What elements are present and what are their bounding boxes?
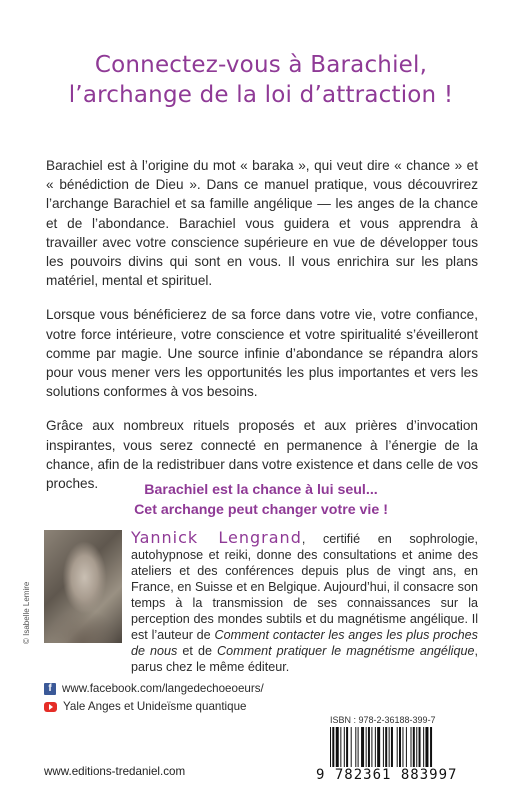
- paragraph-1: Barachiel est à l’origine du mot « baraka », qui veut dire « chance » et « bénédiction de Dieu ». Dans ce manuel pratique, vous découvrirez l’archange Barachiel et sa famille angélique — les anges de la chance et de l’abondance. Barachiel vous guidera et vous apprendra à travailler avec votre conscience supérieure en vue de développer tous les pouvoirs divins qui sont en vous. Il vous enrichira sur les plans matériel, mental et spirituel.: [46, 158, 478, 289]
- barcode: [330, 727, 480, 767]
- barcode-bar: [397, 727, 398, 767]
- youtube-icon: [44, 702, 57, 712]
- tagline-line-1: Barachiel est la chance à lui seul...: [144, 482, 378, 498]
- social-links: [44, 680, 264, 716]
- title-line-1: Connectez-vous à Barachiel,: [94, 52, 428, 78]
- barcode-bar: [366, 727, 367, 767]
- publisher-website[interactable]: www.editions-tredaniel.com: [44, 765, 186, 778]
- barcode-bar: [385, 727, 387, 767]
- barcode-bar: [355, 727, 356, 767]
- barcode-bar: [402, 727, 403, 767]
- barcode-bar: [406, 727, 407, 767]
- bio-text-2: et de: [177, 644, 217, 658]
- barcode-bar: [391, 727, 393, 767]
- back-cover-description: [46, 156, 478, 508]
- barcode-bar: [368, 727, 370, 767]
- barcode-bar: [336, 727, 339, 767]
- barcode-bar: [358, 727, 359, 767]
- youtube-link[interactable]: [44, 698, 264, 716]
- book-title-1: Comment contacter les anges les plus proches de nous: [131, 628, 478, 658]
- youtube-channel[interactable]: Yale Anges et Unideïsme quantique: [63, 700, 247, 713]
- barcode-bar: [375, 727, 376, 767]
- barcode-bar: [346, 727, 348, 767]
- author-bio: [131, 530, 478, 675]
- facebook-icon: f: [44, 683, 56, 695]
- barcode-bar: [413, 727, 415, 767]
- facebook-link[interactable]: [44, 680, 264, 698]
- barcode-bar: [340, 727, 341, 767]
- barcode-bar: [423, 727, 424, 767]
- bio-text-3: , parus chez le même éditeur.: [131, 644, 478, 674]
- barcode-bar: [351, 727, 352, 767]
- barcode-bar: [377, 727, 380, 767]
- barcode-bar: [416, 727, 417, 767]
- paragraph-2: Lorsque vous bénéficierez de sa force dans votre vie, votre confiance, votre force intérieure, votre conscience et votre spiritualité s’éveilleront comme par magie. Une source infinie d’abondance se répandra alors pour vous mener vers les opportunités les plus importantes et vers les solutions conformes à vos besoins.: [46, 307, 478, 400]
- author-name: Yannick Lengrand: [131, 528, 302, 547]
- author-photo: [44, 530, 122, 643]
- barcode-bar: [425, 727, 428, 767]
- barcode-bar: [361, 727, 364, 767]
- barcode-bar: [330, 727, 331, 767]
- tagline-line-2: Cet archange peut changer votre vie !: [134, 502, 388, 518]
- barcode-bar: [430, 727, 432, 767]
- barcode-bar: [344, 727, 345, 767]
- book-title-2: Comment pratiquer le magnétisme angélique: [217, 644, 475, 658]
- title-line-2: l’archange de la loi d’attraction !: [68, 82, 454, 108]
- barcode-bar: [383, 727, 384, 767]
- barcode-bar: [399, 727, 401, 767]
- tagline: [40, 480, 482, 520]
- barcode-digits: 9 782361 883997: [316, 767, 458, 783]
- cover-title: [40, 50, 482, 110]
- barcode-bar: [411, 727, 412, 767]
- barcode-bar: [389, 727, 390, 767]
- paragraph-3: Grâce aux nombreux rituels proposés et aux prières d’invocation inspirantes, vous serez connecté en permanence à l’énergie de la chance, afin de la redistribuer dans votre existence et dans celle de vos proches.: [46, 418, 478, 492]
- photo-credit: © Isabelle Lemire: [22, 581, 31, 644]
- isbn-label: ISBN : 978-2-36188-399-7: [330, 715, 436, 725]
- barcode-bar: [419, 727, 421, 767]
- barcode-bar: [371, 727, 372, 767]
- facebook-url[interactable]: www.facebook.com/langedechoeoeurs/: [62, 682, 264, 695]
- bio-text-1: , certifié en sophrologie, autohypnose et reiki, donne des consultations et anime des ateliers et des conférences depuis plus de vingt ans, en France, en Suisse et en Belgique. Aujourd’hui, il consacre son temps à la transmission de ses connaissances sur la perception des mondes subtils et du magnétisme angélique. Il est l’auteur de: [131, 532, 479, 642]
- barcode-bar: [332, 727, 334, 767]
